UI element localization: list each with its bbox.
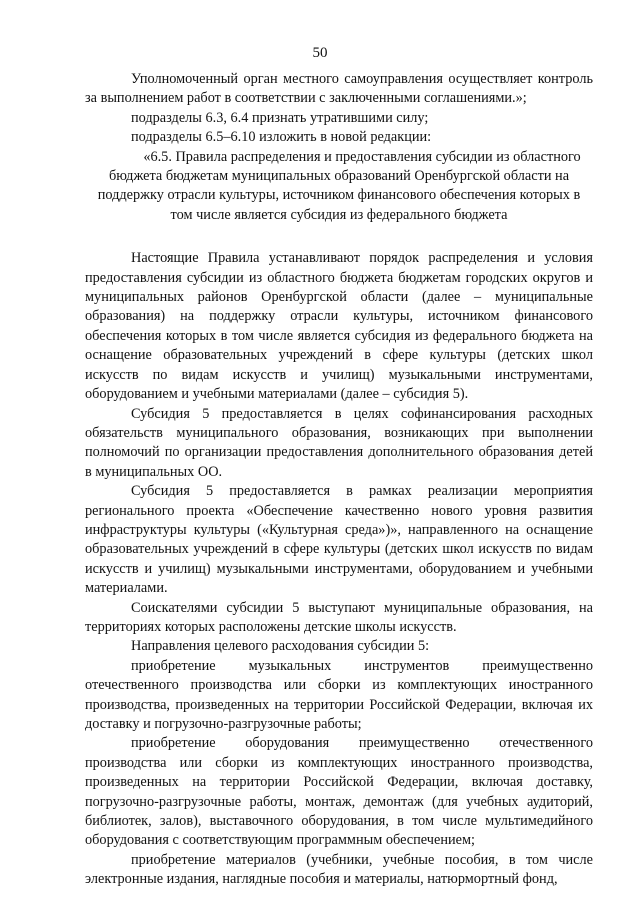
paragraph: Субсидия 5 предоставляется в рамках реализации мероприятия регионального проекта «Обеспечение качественно нового уровня развития инфраструктуры культуры («Культурная среда»)», направленного на оснащение образовательных учреждений в сфере культуры (детских школ искусств по видам искусств и училищ) музыкальными инструментами, оборудованием и учебными материалами. [85, 483, 593, 597]
document-body [85, 70, 593, 890]
section-heading: «6.5. Правила распределения и предоставления субсидии из областного бюджета бюджетам муниципальных образований Оренбургской области на поддержку отрасли культуры, источником финансового обеспечения которых в том числе является субсидия из федерального бюджета [97, 148, 581, 223]
list-item: приобретение материалов (учебники, учебные пособия, в том числе электронные издания, наглядные пособия и материалы, натюрмортный фонд, [85, 851, 593, 888]
paragraph: Направления целевого расходования субсидии 5: [131, 638, 430, 655]
paragraph: Субсидия 5 предоставляется в целях софинансирования расходных обязательств муниципального образования, возникающих при выполнении полномочий по организации предоставления дополнительного образования детей в муниципальных ОО. [85, 405, 593, 480]
paragraph: Соискателями субсидии 5 выступают муниципальные образования, на территориях которых расположены детские школы искусств. [85, 599, 593, 635]
spacer [85, 225, 593, 249]
paragraph: подразделы 6.3, 6.4 признать утратившими силу; [131, 109, 429, 126]
paragraph: Настоящие Правила устанавливают порядок распределения и условия предоставления субсидии из областного бюджета бюджетам городских округов и муниципальных районов Оренбургской области (далее – муниципальные образования) на поддержку отрасли культуры, источником финансового обеспечения которых в том числе является субсидия из федерального бюджета на оснащение образовательных учреждений в сфере культуры (детских школ искусств по видам искусств и училищ) музыкальными инструментами, оборудованием и учебными материалами (далее – субсидия 5). [85, 250, 593, 403]
paragraph: Уполномоченный орган местного самоуправления осуществляет контроль за выполнением работ в соответствии с заключенными соглашениями.»; [85, 71, 593, 107]
page-number: 50 [312, 45, 328, 61]
list-item: приобретение оборудования преимущественно отечественного производства или сборки из комплектующих иностранного производства, произведенных на территории Российской Федерации, включая доставку, погрузочно-разгрузочные работы, монтаж, демонтаж (для учебных аудиторий, библиотек, залов), выставочного оборудования, в том числе мультимедийного оборудования с соответствующим программным обеспечением; [85, 735, 593, 849]
paragraph: подразделы 6.5–6.10 изложить в новой редакции: [131, 129, 432, 146]
list-item: приобретение музыкальных инструментов преимущественно отечественного производства или сборки из комплектующих иностранного производства, произведенных на территории Российской Федерации, включая их доставку и погрузочно-разгрузочные работы; [85, 657, 593, 732]
